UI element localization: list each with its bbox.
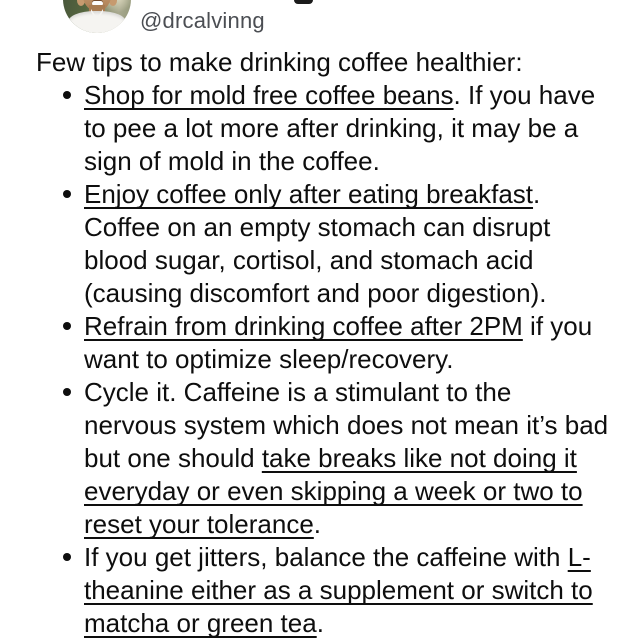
underlined-phrase: Enjoy coffee only after eating breakfast (84, 179, 534, 209)
tips-list (36, 79, 609, 640)
tip-item (36, 310, 609, 376)
tip-item (36, 79, 609, 178)
tip-text: . (313, 509, 322, 539)
tip-text: . If you have to pee a lot more after drinking, it may be a sign of mold in the coffee. (84, 80, 596, 176)
underlined-phrase: Refrain from drinking coffee after 2PM (84, 311, 523, 341)
underlined-phrase: take breaks like not doing it everyday or even skipping a week or two to reset your tolerance (84, 443, 583, 539)
tip-text: If you get jitters, balance the caffeine with (84, 542, 568, 572)
tip-text: if you want to optimize sleep/recovery. (84, 311, 593, 374)
tip-text: . Coffee on an empty stomach can disrupt blood sugar, cortisol, and stomach acid (causing discomfort and poor digestion). (84, 179, 551, 308)
underlined-phrase: L-theanine either as a supplement or switch to matcha or green tea (84, 542, 593, 638)
tip-text: . (316, 608, 324, 638)
user-handle[interactable]: @drcalvinng (140, 8, 265, 33)
tip-text: Cycle it. Caffeine is a stimulant to the nervous system which does not mean it’s bad but one should (84, 377, 609, 473)
underlined-phrase: Shop for mold free coffee beans (84, 80, 454, 110)
tip-item (36, 541, 609, 640)
tweet-intro: Few tips to make drinking coffee healthier: (36, 47, 523, 77)
tip-item (36, 376, 609, 541)
tip-item (36, 178, 609, 310)
